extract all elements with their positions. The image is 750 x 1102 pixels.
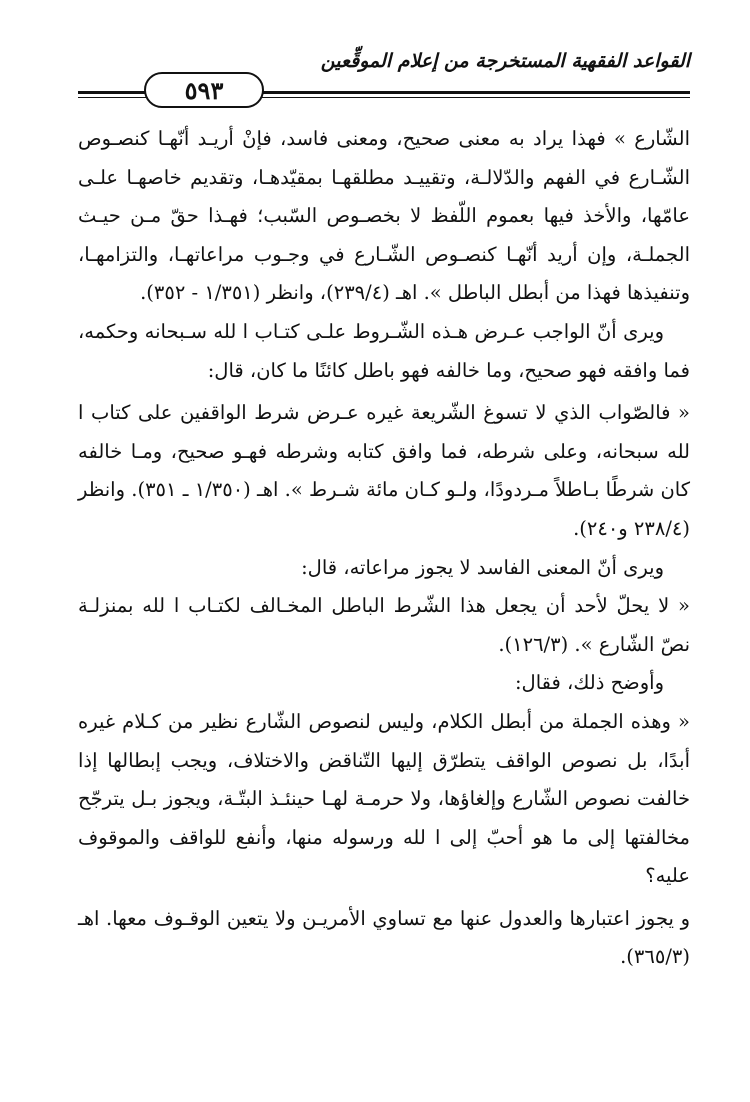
page-number: ٥٩٣ — [144, 72, 264, 108]
paragraph: ويرى أنّ الواجب عـرض هـذه الشّـروط علـى كتـاب ا لله سـبحانه وحكمه، فما وافقه فهو صحيح، وما خالفه فهو باطل كائنًا ما كان، قال: — [78, 319, 690, 382]
running-title: القواعد الفقهية المستخرجة من إعلام الموقِّعين — [320, 50, 690, 72]
quote-paragraph: « فالصّواب الذي لا تسوغ الشّريعة غيره عـرض شرط الواقفين على كتاب ا لله سبحانه، وعلى شرطه، فما وافق كتابه وشرطه فهـو صحيح، ومـا خالفه كان شرطًا بـاطلاً مـردودًا، ولـو كـان مائة شـرط ». اهـ (١/٣٥٠ ـ ٣٥١). وانظر (٢٣٨/٤ و٢٤٠). — [78, 401, 690, 540]
paragraph: الشّارع » فهذا يراد به معنى صحيح، ومعنى فاسد، فإنْ أريـد أنّهـا كنصـوص الشّـارع في الفهم والدّلالـة، وتقييـد مطلقهـا بمقيّدهـا، وتقديم خاصهـا علـى عامّها، والأخذ فيها بعموم اللّفظ لا بخصـوص السّبب؛ فهـذا حقّ مـن حيـث الجملـة، وإن أريد أنّهـا كنصـوص الشّـارع في وجـوب مراعاتهـا، والتزامهـا، وتنفيذها فهذا من أبطل الباطل ». اهـ (٢٣٩/٤)، وانظر (١/٣٥١ - ٣٥٢). — [78, 127, 690, 305]
page-header — [78, 40, 690, 110]
quote-paragraph: « لا يحلّ لأحد أن يجعل هذا الشّرط الباطل المخـالف لكتـاب ا لله بمنزلـة نصّ الشّارع ». (١٢٦/٣). — [78, 594, 690, 656]
quote-paragraph: « وهذه الجملة من أبطل الكلام، وليس لنصوص الشّارع نظير من كـلام غيره أبدًا، بل نصوص الواقف يتطرّق إليها التّناقض والاختلاف، ويجب إبطالها إذا خالفت نصوص الشّارع وإلغاؤها، ولا حرمـة لهـا حينئـذ البتّـة، ويجوز بـل يترجّح مخالفتها إلى ما هو أحبّ إلى ا لله ورسوله منها، وأنفع للواقف والموقوف عليه؟ — [78, 709, 690, 888]
paragraph: و يجوز اعتبارها والعدول عنها مع تساوي الأمريـن ولا يتعين الوقـوف معها. اهـ (٣٦٥/٣). — [78, 906, 690, 969]
paragraph: وأوضح ذلك، فقال: — [514, 671, 664, 695]
body-text — [78, 120, 690, 977]
paragraph: ويرى أنّ المعنى الفاسد لا يجوز مراعاته، قال: — [301, 555, 664, 579]
